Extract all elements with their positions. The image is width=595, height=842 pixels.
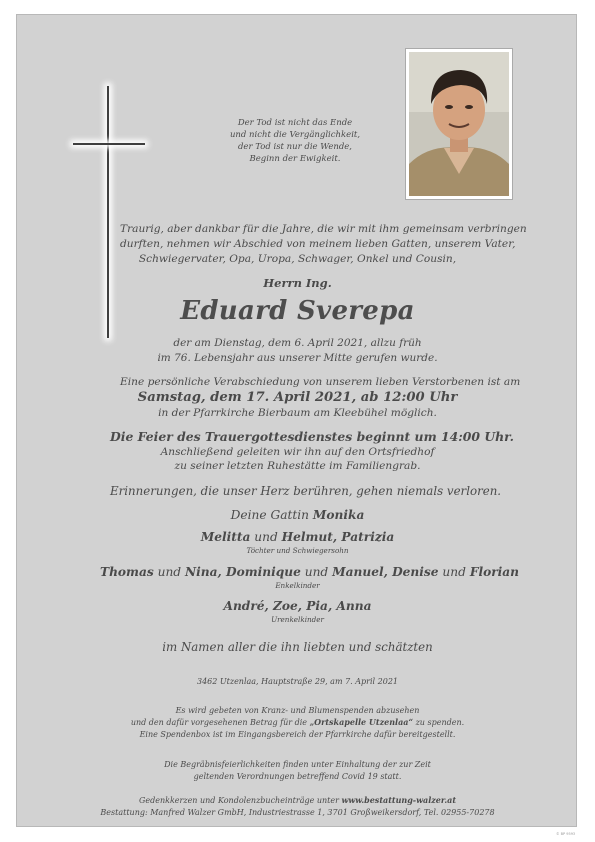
children-label: Töchter und Schwiegersohn	[246, 546, 349, 555]
intro-line: Traurig, aber dankbar für die Jahre, die wir mit ihm gemeinsam verbringen	[120, 223, 527, 235]
conjunction: und	[254, 530, 278, 544]
mourner-wife	[150, 508, 445, 522]
intro-line: durften, nehmen wir Abschied von meinem lieben Gatten, unserem Vater,	[120, 238, 516, 250]
cross-icon-horizontal	[73, 143, 145, 145]
covid-line-2: geltenden Verordnungen betreffend Covid 19 statt.	[193, 772, 402, 781]
poem	[200, 117, 390, 165]
burial-line-1: Anschließend geleiten wir ihn auf den Ortsfriedhof	[160, 446, 435, 458]
condolence-text: Gedenkkerzen und Kondolenzbucheinträge unter	[138, 796, 342, 805]
grandchild-name: Manuel, Denise	[332, 565, 439, 579]
grandchild-name: Thomas	[100, 565, 154, 579]
great-grandchildren-names: André, Zoe, Pia, Anna	[223, 599, 372, 613]
farewell-date: Samstag, dem 17. April 2021, ab 12:00 Uhr	[137, 390, 458, 405]
donation-line-1: Es wird gebeten von Kranz- und Blumenspenden abzusehen	[175, 706, 420, 715]
great-grandchildren-label: Urenkelkinder	[271, 615, 324, 624]
portrait-image	[409, 52, 509, 196]
grandchildren-label: Enkelkinder	[275, 581, 320, 590]
mourner-grandchildren	[100, 565, 520, 579]
wife-prefix: Deine Gattin	[230, 508, 310, 522]
place-date: 3462 Utzenlaa, Hauptstraße 29, am 7. April 2021	[197, 677, 398, 686]
memories-quote: Erinnerungen, die unser Herz berühren, gehen niemals verloren.	[110, 484, 502, 498]
conjunction: und	[442, 565, 466, 579]
condolence-link[interactable]: www.bestattung-walzer.at	[341, 795, 457, 805]
burial-line-2: zu seiner letzten Ruhestätte im Familiengrab.	[174, 460, 421, 472]
poem-line: der Tod ist nur die Wende,	[237, 142, 353, 152]
closing-line: im Namen aller die ihn liebten und schätzten	[162, 640, 433, 654]
intro-text	[120, 222, 527, 267]
condolence-line	[110, 795, 485, 807]
poem-line: und nicht die Vergänglichkeit,	[229, 130, 361, 140]
grandchild-name: Florian	[469, 565, 520, 579]
poem-line: Beginn der Ewigkeit.	[249, 154, 341, 164]
mass-time: Die Feier des Trauergottesdienstes beginnt um 14:00 Uhr.	[110, 429, 514, 444]
intro-line: Schwiegervater, Opa, Uropa, Schwager, Onkel und Cousin,	[138, 253, 457, 265]
donation-recipient: „Ortskapelle Utzenlaa“	[309, 717, 414, 727]
death-line-1: der am Dienstag, dem 6. April 2021, allzu früh	[173, 337, 422, 349]
death-line-2: im 76. Lebensjahr aus unserer Mitte gerufen wurde.	[157, 352, 438, 364]
farewell-line-1: Eine persönliche Verabschiedung von unserem lieben Verstorbenen ist am	[120, 376, 521, 388]
farewell-line-3: in der Pfarrkirche Bierbaum am Kleebühel möglich.	[158, 407, 437, 419]
wife-name: Monika	[312, 508, 365, 522]
donation-text: und den dafür vorgesehenen Betrag für die	[130, 718, 310, 727]
child-name: Helmut, Patrizia	[281, 530, 395, 544]
child-name: Melitta	[200, 530, 251, 544]
covid-line-1: Die Begräbnisfeierlichkeiten finden unter Einhaltung der zur Zeit	[164, 760, 431, 769]
conjunction: und	[157, 565, 182, 579]
deceased-name: Eduard Sverepa	[180, 296, 415, 326]
donation-line-2	[110, 717, 485, 729]
poem-line: Der Tod ist nicht das Ende	[237, 118, 353, 128]
portrait-photo	[405, 48, 513, 200]
conjunction: und	[304, 565, 329, 579]
donation-line-3: Eine Spendenbox ist im Eingangsbereich der Pfarrkirche dafür bereitgestellt.	[139, 730, 456, 739]
salutation: Herrn Ing.	[263, 276, 332, 290]
donation-text: zu spenden.	[413, 718, 465, 727]
undertaker-info: Bestattung: Manfred Walzer GmbH, Industriestrasse 1, 3701 Großweikersdorf, Tel. 02955-70278	[100, 808, 495, 817]
grandchild-name: Nina, Dominique	[184, 565, 301, 579]
mourner-children	[150, 530, 445, 544]
copyright-note: © BP 9593	[556, 832, 576, 836]
